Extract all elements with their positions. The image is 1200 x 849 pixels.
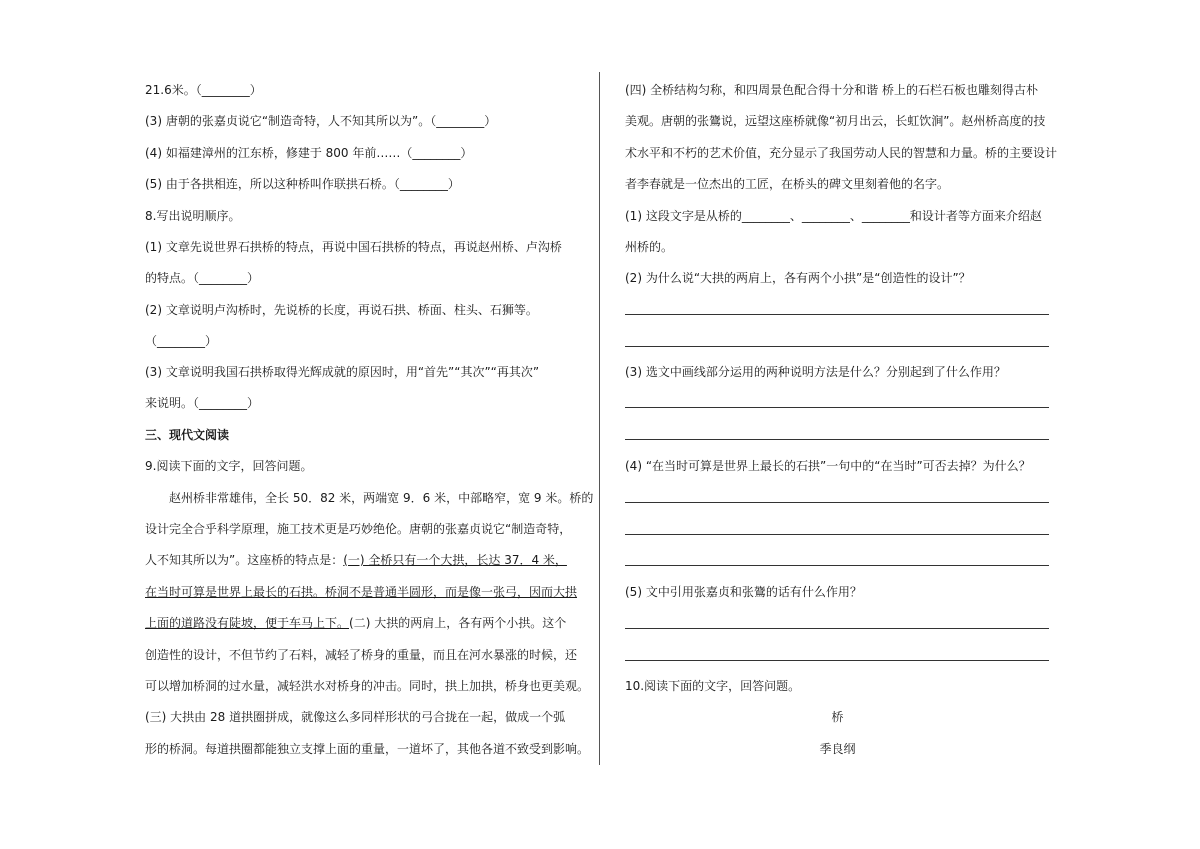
question-9-5: (5) 文中引用张嘉贞和张鷟的话有什么作用？ [625, 585, 862, 599]
question-8-2-cont: （________） [145, 334, 218, 348]
answer-line [625, 502, 1049, 503]
question-8: 8.写出说明顺序。 [145, 209, 241, 223]
question-8-1-cont: 的特点。（________） [145, 271, 260, 285]
question-9-4: (4) “在当时可算是世界上最长的石拱”一句中的“在当时”可否去掉？为什么？ [625, 459, 1031, 473]
question-7-4: (4) 如福建漳州的江东桥，修建于 800 年前……（________） [145, 146, 473, 160]
passage-line: 赵州桥非常雄伟，全长 50．82 米，两端宽 9．6 米，中部略窄，宽 9 米。桥的 [169, 491, 594, 505]
question-9-3: (3) 选文中画线部分运用的两种说明方法是什么？分别起到了什么作用？ [625, 365, 1006, 379]
answer-line [625, 565, 1049, 566]
underlined-text: (一) 全桥只有一个大拱，长达 37．4 米， [343, 553, 567, 567]
passage-line: (四) 全桥结构匀称，和四周景色配合得十分和谐 桥上的石栏石板也雕刻得古朴 [625, 83, 1038, 97]
passage-text: (二) 大拱的两肩上，各有两个小拱。这个 [349, 616, 567, 630]
passage-author: 季良纲 [819, 742, 856, 756]
question-7-5: (5) 由于各拱相连，所以这种桥叫作联拱石桥。（________） [145, 177, 460, 191]
passage-line: 者李春就是一位杰出的工匠，在桥头的碑文里刻着他的名字。 [625, 177, 950, 191]
answer-line [625, 346, 1049, 347]
question-8-3-cont: 来说明。（________） [145, 396, 260, 410]
answer-line [625, 628, 1049, 629]
passage-line: 可以增加桥洞的过水量，减轻洪水对桥身的冲击。同时，拱上加拱，桥身也更美观。 [145, 679, 590, 693]
question-10: 10.阅读下面的文字，回答问题。 [625, 679, 801, 693]
section-heading: 三、现代文阅读 [145, 428, 230, 442]
answer-line [625, 660, 1049, 661]
passage-line: (三) 大拱由 28 道拱圈拼成，就像这么多同样形状的弓合拢在一起，做成一个弧 [145, 710, 566, 724]
passage-line [145, 553, 567, 567]
passage-line: 形的桥洞。每道拱圈都能独立支撑上面的重量，一道坏了，其他各道不致受到影响。 [145, 742, 590, 756]
question-9: 9.阅读下面的文字，回答问题。 [145, 459, 313, 473]
passage-title: 桥 [831, 710, 844, 724]
passage-line: 创造性的设计，不但节约了石料，减轻了桥身的重量，而且在河水暴涨的时候，还 [145, 648, 578, 662]
column-divider [599, 72, 600, 765]
question-8-3: (3) 文章说明我国石拱桥取得光辉成就的原因时，用“首先”“其次”“再其次” [145, 365, 540, 379]
question-7-3: (3) 唐朝的张嘉贞说它“制造奇特，人不知其所以为”。（________） [145, 114, 497, 128]
question-8-1: (1) 文章先说世界石拱桥的特点，再说中国石拱桥的特点，再说赵州桥、卢沟桥 [145, 240, 562, 254]
passage-line: 术水平和不朽的艺术价值，充分显示了我国劳动人民的智慧和力量。桥的主要设计 [625, 146, 1058, 160]
question-9-1-cont: 州桥的。 [625, 240, 674, 254]
passage-line [145, 616, 566, 630]
question-8-2: (2) 文章说明卢沟桥时，先说桥的长度，再说石拱、桥面、柱头、石狮等。 [145, 303, 538, 317]
answer-line [625, 534, 1049, 535]
underlined-line: 在当时可算是世界上最长的石拱。桥洞不是普通半圆形，而是像一张弓，因而大拱 [145, 585, 578, 599]
question-9-1: (1) 这段文字是从桥的________、________、________和设计者等方面来介绍赵 [625, 209, 1042, 223]
passage-line: 设计完全合乎科学原理，施工技术更是巧妙绝伦。唐朝的张嘉贞说它“制造奇特， [145, 522, 572, 536]
answer-line [625, 407, 1049, 408]
text-line: 21.6米。（________） [145, 83, 262, 97]
passage-text: 人不知其所以为”。这座桥的特点是： [145, 553, 344, 567]
answer-line [625, 314, 1049, 315]
underlined-text: 上面的道路没有陡坡，便于车马上下。 [145, 616, 350, 630]
answer-line [625, 439, 1049, 440]
passage-line: 美观。唐朝的张鷟说，远望这座桥就像“初月出云，长虹饮涧”。赵州桥高度的技 [625, 114, 1046, 128]
question-9-2: (2) 为什么说“大拱的两肩上，各有两个小拱”是“创造性的设计”？ [625, 271, 971, 285]
